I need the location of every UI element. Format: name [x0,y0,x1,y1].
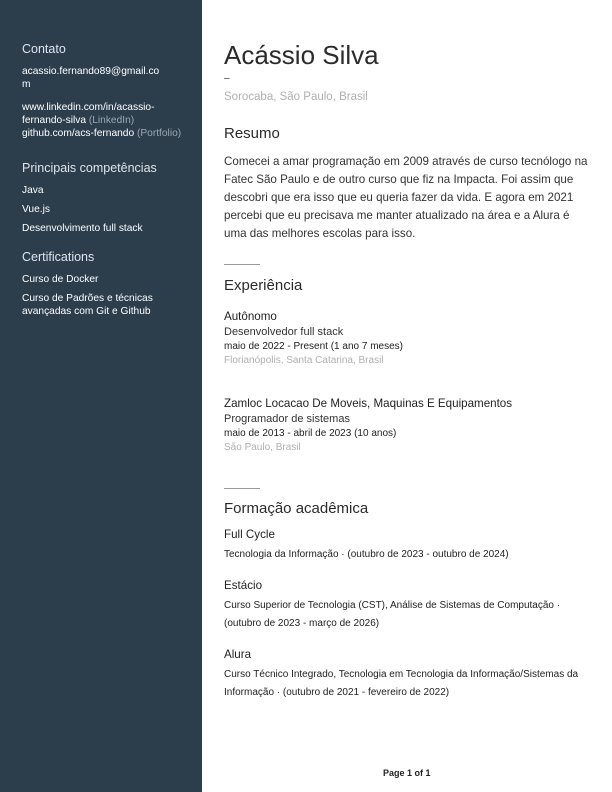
experience-entry [224,309,588,368]
summary-title: Resumo [224,125,280,142]
experience-role: Desenvolvedor full stack [224,326,344,338]
certifications-heading: Certifications [22,250,95,264]
experience-company: Autônomo [224,310,277,323]
education-detail: Curso Superior de Tecnologia (CST), Análise de Sistemas de Computação · (outubro de 2023 - março de 2026) [224,600,561,629]
education-entry [224,527,588,564]
certifications-section [22,250,194,318]
linkedin-tag: (LinkedIn) [88,115,135,126]
education-title: Formação acadêmica [224,500,369,517]
email-line2: m [22,79,31,90]
skills-section [22,161,194,240]
github-url: github.com/acs-fernando [22,128,135,139]
contact-heading: Contato [22,42,66,56]
education-school: Estácio [224,579,263,592]
divider [224,264,260,265]
education-detail: Tecnologia da Informação · (outubro de 2023 - outubro de 2024) [224,549,509,560]
experience-company: Zamloc Locacao De Moveis, Maquinas E Equipamentos [224,397,513,410]
linkedin-line1: www.linkedin.com/in/acassio- [22,102,155,113]
education-entry [224,647,588,702]
education-school: Alura [224,648,252,661]
experience-dates: maio de 2013 - abril de 2023 (10 anos) [224,428,397,439]
experience-dates: maio de 2022 - Present (1 ano 7 meses) [224,341,403,352]
education-school: Full Cycle [224,528,275,541]
skills-heading: Principais competências [22,161,157,175]
profile-name: Acássio Silva [224,40,379,70]
github-tag: (Portfolio) [136,128,182,139]
linkedin-link[interactable] [22,101,194,127]
divider [224,488,260,489]
profile-location: Sorocaba, São Paulo, Brasil [224,91,368,103]
email-link[interactable] [22,65,194,91]
experience-location: Florianópolis, Santa Catarina, Brasil [224,355,384,366]
skill-item: Java [22,185,44,196]
sidebar [0,0,202,792]
skill-item: Vue.js [22,204,50,215]
email-line1: acassio.fernando89@gmail.co [22,66,160,77]
linkedin-line2: fernando-silva [22,115,86,126]
summary-text: Comecei a amar programação em 2009 através de curso tecnólogo na Fatec São Paulo e de outro curso que fiz na Impacta. Foi assim que descobri que era isso que eu queria fazer da vida. E agora em 2021 percebi que eu precisava me manter atualizado na área e a Alura é uma das melhores escolas para isso. [224,155,588,240]
cert-item [22,292,194,318]
education-entry [224,578,588,633]
education-detail: Curso Técnico Integrado, Tecnologia em Tecnologia da Informação/Sistemas da Informação · (outubro de 2021 - fevereiro de 2022) [224,669,579,698]
experience-title: Experiência [224,277,303,294]
experience-role: Programador de sistemas [224,413,350,425]
github-link[interactable] [22,127,194,140]
cert2-line2: avançadas com Git e Github [22,306,151,317]
cert-item: Curso de Docker [22,274,99,285]
contact-section [22,42,194,140]
cert2-line1: Curso de Padrões e técnicas [22,293,153,304]
experience-location: São Paulo, Brasil [224,442,301,453]
page-number: Page 1 of 1 [383,768,431,778]
skill-item: Desenvolvimento full stack [22,223,143,234]
headline-dash: – [224,73,230,84]
experience-entry [224,396,588,455]
